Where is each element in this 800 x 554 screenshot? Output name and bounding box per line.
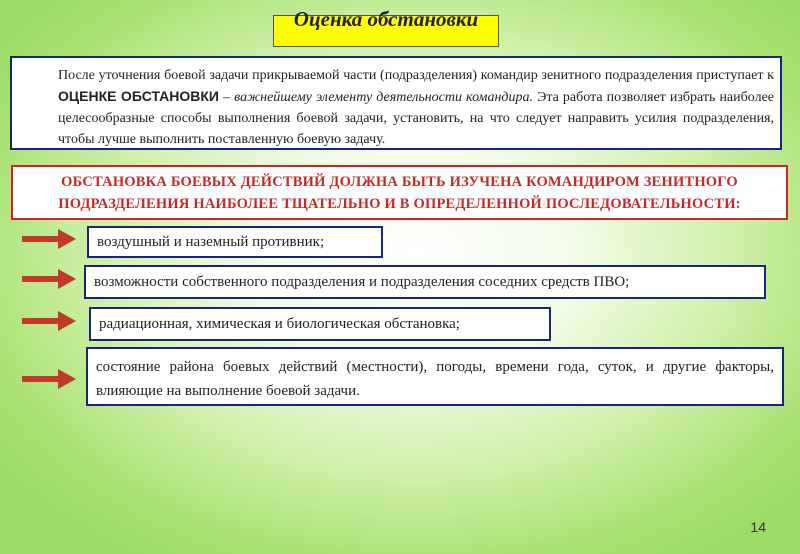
list-item-text: возможности собственного подразделения и подразделения соседних средств ПВО; <box>94 273 630 290</box>
right-arrow-icon <box>22 228 76 250</box>
list-item-text: состояние района боевых действий (местности), погоды, времени года, суток, и другие факторы, влияющие на выполнение боевой задачи. <box>96 359 774 399</box>
list-item-text: радиационная, химическая и биологическая обстановка; <box>99 315 460 332</box>
intro-paragraph <box>18 65 774 150</box>
heading-box <box>11 165 788 220</box>
page-number: 14 <box>750 519 766 535</box>
intro-part3: Эта работа позволяет избрать наиболее целесообразные способы выполнения боевой задачи, установить, на что следует направить усилия подразделения, чтобы лучше выполнить поставленную боевую задачу. <box>58 90 774 147</box>
intro-italic: важнейшему элементу деятельности командира. <box>234 90 533 105</box>
list-item <box>84 265 766 299</box>
list-item <box>89 307 551 341</box>
intro-part1: После уточнения боевой задачи прикрываемой части (подразделения) командир зенитного подразделения приступает к <box>58 68 774 83</box>
right-arrow-icon <box>22 310 76 332</box>
right-arrow-icon <box>22 268 76 290</box>
list-item-text: воздушный и наземный противник; <box>97 233 325 250</box>
intro-part2: – <box>218 90 235 105</box>
list-item <box>87 226 383 258</box>
slide-title-box <box>273 7 499 47</box>
list-item <box>86 347 784 406</box>
right-arrow-icon <box>22 368 76 390</box>
intro-bold-term: ОЦЕНКЕ ОБСТАНОВКИ <box>58 88 219 104</box>
heading-text: ОБСТАНОВКА БОЕВЫХ ДЕЙСТВИЙ ДОЛЖНА БЫТЬ ИЗУЧЕНА КОМАНДИРОМ ЗЕНИТНОГО ПОДРАЗДЕЛЕНИЯ НАИБОЛЕЕ ТЩАТЕЛЬНО И В ОПРЕДЕЛЕННОЙ ПОСЛЕДОВАТЕЛЬНОСТИ: <box>58 174 741 212</box>
intro-text-box <box>10 56 782 150</box>
slide-title: Оценка обстановки <box>293 7 479 31</box>
